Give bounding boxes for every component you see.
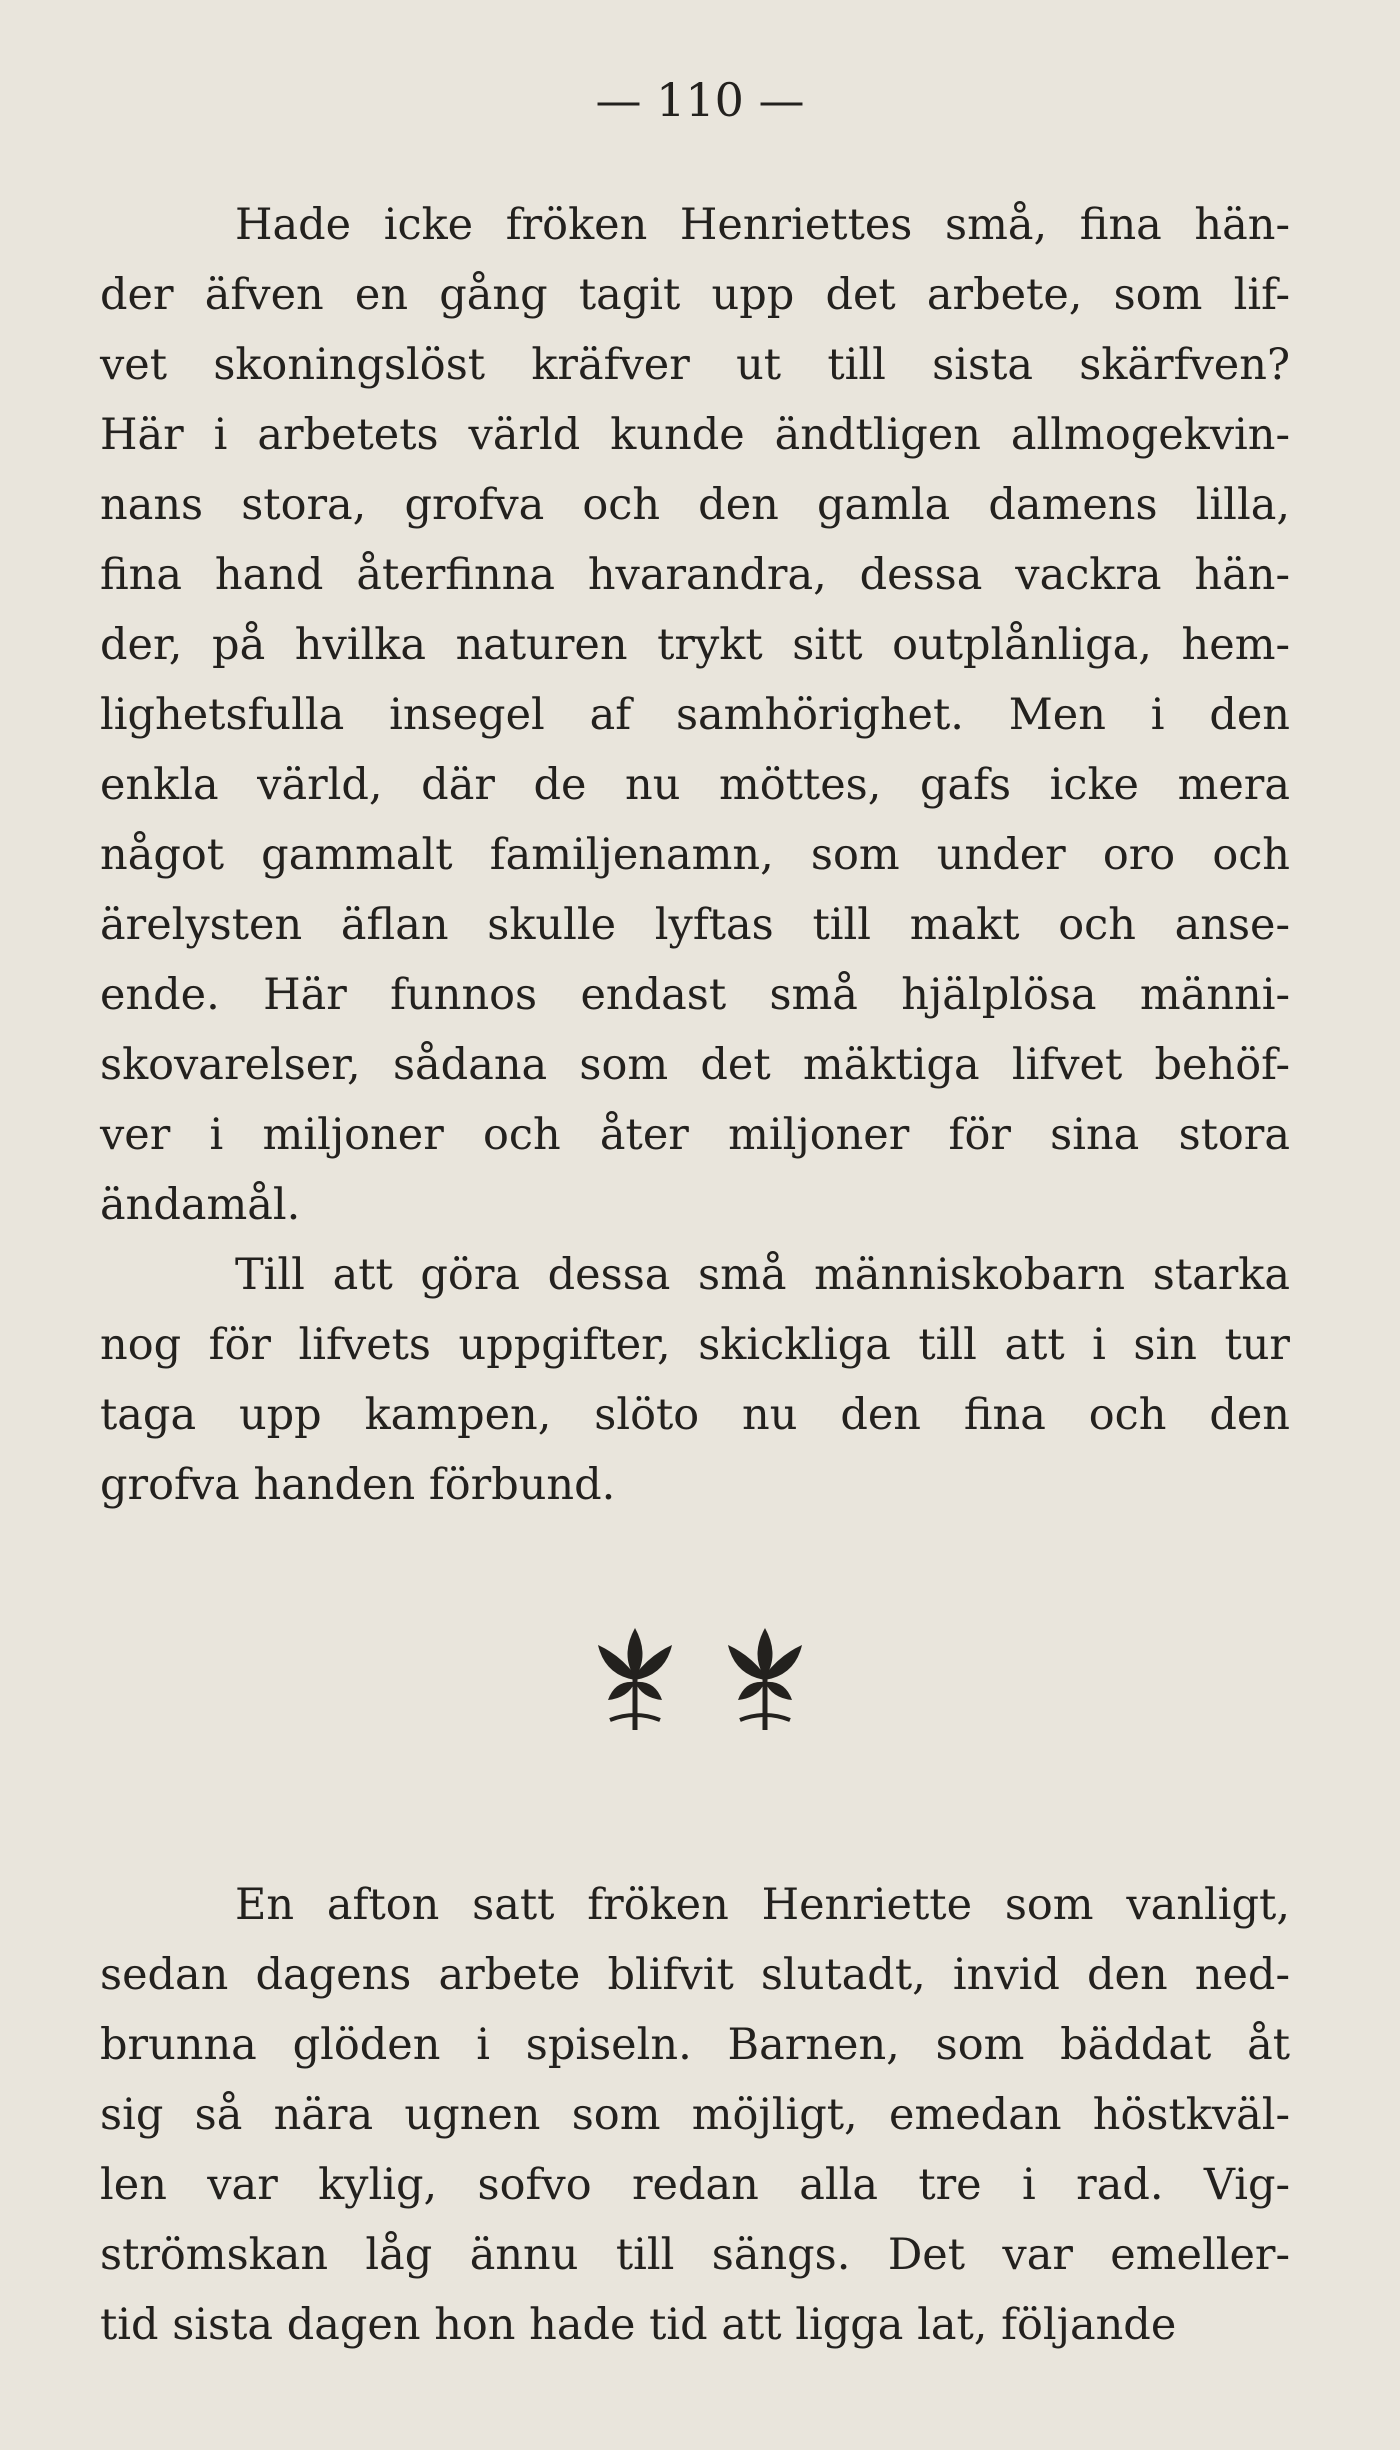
flower-ornament-icon xyxy=(590,1620,680,1740)
paragraph-2 xyxy=(100,1240,1290,1520)
paragraph-3 xyxy=(100,1870,1290,2360)
text-line: fina hand återfinna hvarandra, dessa vackra hän- xyxy=(100,550,1290,600)
text-line: brunna glöden i spiseln. Barnen, som bäddat åt xyxy=(100,2020,1290,2070)
text-line: sedan dagens arbete blifvit slutadt, invid den ned- xyxy=(100,1950,1290,2000)
text-line: Hade icke fröken Henriettes små, fina hän- xyxy=(235,200,1290,250)
text-line: lighetsfulla insegel af samhörighet. Men i den xyxy=(100,690,1290,740)
text-line: ärelysten äflan skulle lyftas till makt och anse- xyxy=(100,900,1290,950)
section-break-ornaments xyxy=(0,1620,1400,1750)
text-line: taga upp kampen, slöto nu den fina och den xyxy=(100,1390,1290,1440)
text-line: nans stora, grofva och den gamla damens lilla, xyxy=(100,480,1290,530)
text-line: skovarelser, sådana som det mäktiga lifvet behöf- xyxy=(100,1040,1290,1090)
text-line: len var kylig, sofvo redan alla tre i rad. Vig- xyxy=(100,2160,1290,2210)
text-line: ver i miljoner och åter miljoner för sina stora xyxy=(100,1110,1290,1160)
text-line: Till att göra dessa små människobarn starka xyxy=(235,1250,1290,1300)
text-line: En afton satt fröken Henriette som vanligt, xyxy=(235,1880,1290,1930)
text-line: der, på hvilka naturen trykt sitt outplånliga, hem- xyxy=(100,620,1290,670)
text-line: Här i arbetets värld kunde ändtligen allmogekvin- xyxy=(100,410,1290,460)
page-number: — 110 — xyxy=(595,73,805,127)
text-line: enkla värld, där de nu möttes, gafs icke mera xyxy=(100,760,1290,810)
text-line: nog för lifvets uppgifter, skickliga till att i sin tur xyxy=(100,1320,1290,1370)
text-line: tid sista dagen hon hade tid att ligga lat, följande xyxy=(100,2300,1177,2350)
text-line: sig så nära ugnen som möjligt, emedan höstkväl- xyxy=(100,2090,1290,2140)
text-line: något gammalt familjenamn, som under oro och xyxy=(100,830,1290,880)
text-line: ende. Här funnos endast små hjälplösa männi- xyxy=(100,970,1290,1020)
text-line: vet skoningslöst kräfver ut till sista skärfven? xyxy=(100,340,1290,390)
text-line: ändamål. xyxy=(100,1180,301,1230)
paragraph-1 xyxy=(100,190,1290,1240)
flower-ornament-icon xyxy=(720,1620,810,1740)
text-line: der äfven en gång tagit upp det arbete, som lif- xyxy=(100,270,1290,320)
text-line: grofva handen förbund. xyxy=(100,1460,616,1510)
text-line: strömskan låg ännu till sängs. Det var emeller- xyxy=(100,2230,1290,2280)
